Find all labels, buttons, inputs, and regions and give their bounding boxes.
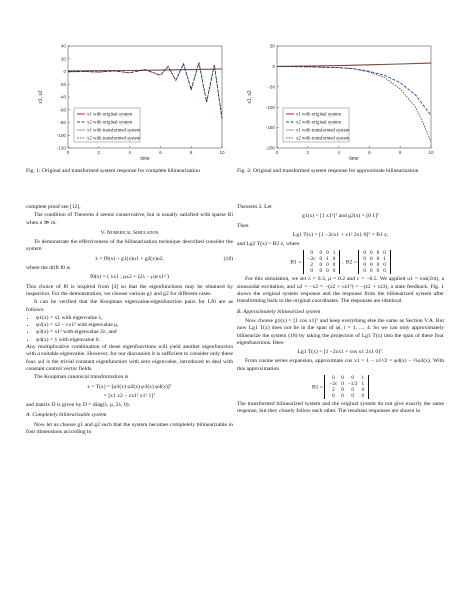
y-tick-label: -100 [265, 104, 275, 110]
legend-entry: x1 with transformed system [87, 128, 141, 134]
matrix-B2 [358, 250, 390, 274]
paragraph: Then [237, 222, 249, 229]
matrix-B2-row [361, 268, 387, 274]
legend-entry: x1 with original system [296, 112, 342, 118]
paragraph: where the drift f0 is [26, 265, 71, 272]
matrix-B1-approx [324, 375, 369, 399]
figure-2-chart [241, 40, 441, 160]
matrix-cell: 0 [376, 256, 380, 263]
list-item: • φ2(x) = x2 − cx1² with eigenvalue μ, [36, 322, 233, 329]
y-tick-label: 0 [63, 69, 66, 75]
matrix-cell: 0 [332, 393, 335, 400]
legend-entry: x1 with transformed system [296, 128, 350, 134]
eigenfunction-list [26, 315, 233, 344]
list-item: • φ4(x) = 1 with eigenvalue 0. [36, 337, 233, 344]
paragraph: This choice of f0 is inspired from [3] so that the eigenfunctions may be obtained by inspection. For the demonstration, we choose various g1 and g2 for different cases. [26, 283, 233, 297]
y-tick-label: -40 [59, 94, 66, 100]
matrix-label: B1 = [311, 384, 324, 391]
matrix-B1-approx-row [327, 393, 366, 399]
legend-entry: x1 with original system [87, 112, 133, 118]
paragraph: It can be verified that the Koopman eigenvalue-eigenfunction pairs for Lf0 are as follows: [26, 299, 233, 313]
matrix-cell: 0 [383, 250, 386, 257]
x-tick-label: 4 [128, 150, 131, 155]
matrix-cell: 0 [361, 393, 365, 400]
y-tick-label: -100 [56, 132, 66, 138]
matrix-cell: 0 [376, 262, 380, 269]
right-body-text [237, 204, 444, 417]
y-tick-label: -200 [265, 145, 275, 151]
paragraph: The Koopman canonical transformation is [34, 374, 129, 381]
matrix-cell: 0 [310, 268, 313, 275]
x-tick-label: 0 [275, 150, 279, 155]
matrix-equation-B1-approx [237, 375, 444, 399]
left-body-text [26, 204, 233, 437]
matrix-cell: 0 [319, 256, 323, 263]
figure-1 [32, 40, 232, 160]
matrix-cell: 0 [341, 381, 344, 388]
matrix-cell: 1 [361, 381, 365, 388]
paragraph: and Lg2 T(x) = B2 z, where [237, 241, 300, 248]
x-tick-label: 8 [398, 150, 402, 155]
paragraph: Now let us choose g1 and g2 such that the system becomes completely bilinearizable in four dimensions according to [26, 421, 233, 436]
matrix-cell: 0 [370, 262, 373, 269]
equation-18 [26, 256, 233, 263]
equation-number: (18) [223, 255, 233, 262]
legend-entry: x2 with original system [87, 120, 133, 126]
y-tick-label: -150 [265, 125, 275, 131]
matrix-B1-row [306, 268, 338, 274]
matrix-cell: 0 [332, 268, 336, 275]
equation-lie-derivative-1: Lg1 T(x) = [1 −2cx1 + x1² 2x1 0]ᵀ = B1 z, [292, 231, 389, 238]
matrix-cell: 0 [363, 262, 366, 269]
matrix-cell: −1/2 [347, 381, 358, 388]
y-axis-label: x1, x2 [38, 90, 44, 104]
y-tick-label: -50 [268, 84, 275, 90]
matrix-cell: 0 [376, 250, 380, 257]
matrix-equation-B: B1 = 0 0 0 1 −2c 0 1 0 2 0 0 0 0 0 0 0 , B2 = 0 0 0 0 0 0 0 1 0 0 0 0 0 0 0 0 [237, 250, 444, 274]
y-tick-label: 40 [60, 43, 66, 49]
x-axis-label: time [140, 156, 150, 160]
matrix-cell: 1 [383, 256, 386, 263]
paragraph: Now choose g1(x) = [1 cos x1]ᵀ and keep everything else the same as Section V.A. But now Lg1 T(x) does not lie in the span of φi, i = 1, ..., 4. So we can only approximately bilinearize the system (18) by taking the projection of Lg1 T(x) into the span of these four eigenfunctions. Here [237, 317, 444, 346]
paragraph: For this simulation, we set λ = 0.3, μ = 0.2 and c = −0.5. We applied u1 = cos(2πt), a sinusoidal excitation, and u2 = −x2 = −(z2 + cz1²) = −(z2 + cz3), a state feedback. Fig. 1 shows the original system response and the response from the bilinearized system after transforming back to the original coordinates. The responses are identical. [237, 276, 444, 305]
matrix-cell: 2 [310, 262, 313, 269]
figure-2-caption: Fig. 2: Original and transformed system response for approximate bilinearization [237, 168, 419, 174]
x-tick-label: 2 [306, 150, 310, 155]
figure-1-caption: Fig. 1: Original and transformed system response for complete bilinearization [26, 168, 200, 174]
matrix-cell: 0 [363, 250, 366, 257]
matrix-cell: 0 [319, 268, 323, 275]
matrix-B1 [303, 250, 341, 274]
legend-entry: x2 with transformed system [296, 136, 350, 142]
paragraph: From cosine series expansion, approximate cos x1 = 1 − x1²/2 = φ4(x) − ½φ3(x). With this approximation [237, 358, 444, 372]
matrix-cell: 0 [326, 250, 329, 257]
subsection-heading: A. Completely bilinearizable system [26, 412, 107, 419]
matrix-cell: 1 [326, 256, 329, 263]
matrix-cell: 1 [332, 250, 336, 257]
x-tick-label: 0 [66, 150, 70, 155]
y-tick-label: 50 [269, 43, 275, 49]
matrix-cell: 0 [332, 262, 336, 269]
matrix-cell: 1 [361, 375, 365, 382]
matrix-cell: 0 [351, 393, 354, 400]
matrix-cell: 0 [383, 268, 386, 275]
matrix-cell: 0 [361, 387, 365, 394]
matrix-cell: 0 [326, 262, 329, 269]
paragraph: and matrix D is given by D = diag(λ, μ, 2λ, 0). [26, 402, 131, 409]
figure-2 [241, 40, 441, 160]
legend-entry: x2 with transformed system [87, 136, 141, 142]
y-axis-label: x1, x2 [247, 90, 253, 104]
x-tick-label: 10 [428, 150, 434, 155]
x-tick-label: 6 [159, 150, 162, 155]
y-tick-label: -120 [56, 145, 66, 151]
matrix-cell: 0 [341, 375, 344, 382]
equation-text: ẋ = f0(x) + g1(x)u1 + g2(x)u2, [95, 255, 164, 262]
y-tick-label: -20 [59, 81, 66, 87]
x-tick-label: 8 [189, 150, 193, 155]
x-tick-label: 6 [368, 150, 371, 155]
x-axis-label: time [349, 156, 359, 160]
paragraph: The condition of Theorem 4 seems conservative, but is usually satisfied with sparse Bi when n ≫ m. [26, 212, 233, 226]
figure-1-chart [32, 40, 232, 160]
matrix-label: B2 = [345, 259, 357, 266]
equation-g: g1(x) = [1 x1²]ᵀ and g2(x) = [0 1]ᵀ [302, 213, 379, 220]
section-heading: V. Numerical Simulation [100, 229, 159, 236]
equation-z: z = T(x) = [φ1(x) φ2(x) φ3(x) φ4(x)]ᵀ [87, 383, 172, 390]
legend-entry: x2 with original system [296, 120, 342, 126]
matrix-cell: 0 [363, 268, 366, 275]
matrix-cell: 0 [341, 387, 344, 394]
paragraph: Any multiplicative combination of these eigenfunctions will yield another eigenfunction with a suitable eigenvalue. However, for our discussion it is sufficient to consider only these four. φ4 is the trivial constant eigenfunction with zero eigenvalue, introduced to deal with constant control vector fields. [26, 344, 233, 372]
matrix-cell: 0 [383, 262, 386, 269]
matrix-cell: −2c [329, 381, 338, 388]
matrix-cell: −2c [307, 256, 316, 263]
matrix-cell: 0 [351, 387, 354, 394]
matrix-cell: 0 [370, 250, 373, 257]
y-tick-label: -80 [59, 120, 66, 126]
y-tick-label: -60 [59, 107, 66, 113]
list-item: • φ1(x) = x1 with eigenvalue λ, [36, 315, 233, 322]
paragraph: complete proof see [12]. [26, 204, 81, 210]
y-tick-label: 0 [272, 64, 275, 69]
matrix-cell: 0 [370, 256, 373, 263]
equation-z-expanded: = [x1 x2 − cx1² x1² 1]ᵀ [103, 392, 156, 399]
matrix-cell: 0 [351, 375, 354, 382]
matrix-cell: 0 [376, 268, 380, 275]
equation-lie-derivative-2: Lg1 T(x) = [1 −2cx1 + cos x1 2x1 0]ᵀ. [297, 349, 384, 356]
matrix-cell: 0 [310, 250, 313, 257]
matrix-cell: 0 [326, 268, 329, 275]
x-tick-label: 4 [337, 150, 340, 155]
paragraph: To demonstrate the effectiveness of the bilinearization technique described consider the system [26, 239, 233, 253]
matrix-cell: 0 [363, 256, 366, 263]
subsection-heading: B. Approximately bilinearized system [237, 308, 321, 315]
x-tick-label: 10 [219, 150, 225, 155]
matrix-cell: 0 [332, 375, 335, 382]
matrix-label: B1 = [290, 259, 302, 266]
matrix-cell: 0 [319, 250, 323, 257]
theorem-intro: Theorem 2. Let [237, 204, 272, 210]
matrix-cell: 2 [332, 387, 335, 394]
list-item: • φ3(x) = x1² with eigenvalue 2λ, and [36, 329, 233, 336]
y-tick-label: 20 [60, 56, 66, 62]
matrix-cell: 0 [319, 262, 323, 269]
equation-f0: f0(x) = ( λx1 ; μx2 + (2λ − μ)cx1² ) [90, 274, 169, 281]
matrix-cell: 0 [341, 393, 344, 400]
matrix-cell: 0 [370, 268, 373, 275]
matrix-cell: 0 [332, 256, 336, 263]
x-tick-label: 2 [97, 150, 101, 155]
paragraph: The transformed bilinearized system and the original system do not give exactly the same response, but they closely follow each other. The resultant responses are shown in [237, 401, 444, 415]
